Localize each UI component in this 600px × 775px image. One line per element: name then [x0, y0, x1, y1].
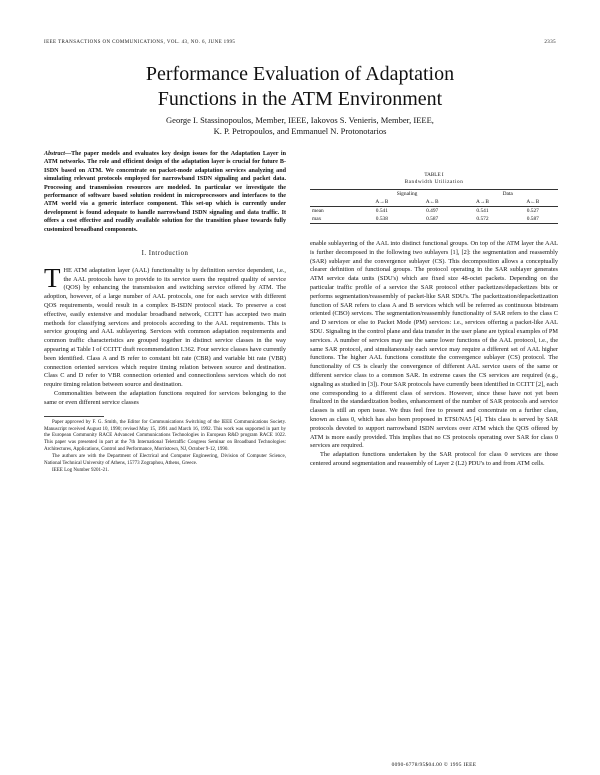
journal-header: IEEE TRANSACTIONS ON COMMUNICATIONS, VOL. 43, NO. 6, JUNE 1995 [44, 40, 236, 45]
right-column [310, 240, 558, 469]
table-subheader-row [310, 198, 558, 207]
table-group-row [310, 190, 558, 199]
bandwidth-table [310, 189, 558, 224]
table-subheader: A→B [357, 198, 407, 207]
intro-paragraph-2: Commonalities between the adaptation functions required for services belonging to the same or even different service classes [44, 390, 286, 406]
table-group-header: Data [457, 190, 558, 199]
author-list [0, 115, 600, 137]
table-cell: 0.527 [526, 208, 539, 214]
table-corner [310, 198, 357, 207]
footnote-paragraph-1: Paper approved by F. G. Smith, the Editor for Communications Switching of the IEEE Communications Society. Manuscript received August 10, 1990; revised May 15, 1991 and March 16, 1992. This work was supported in part by the European Community RACE Advanced Communications Technologies in European R&D program RACE 1022. This paper was presented in part at the 7th International Teletraffic Congress Seminar on Broadband Technologies: Architectures, Applications, Control and Performance, Morristown, NJ, October 9-12, 1990. [44, 419, 286, 453]
abstract [44, 150, 286, 234]
table-cell: 0.541 [375, 208, 388, 214]
right-paragraph-1: enable sublayering of the AAL into distinct functional groups. On top of the ATM layer the AAL is further decomposed in the following two sublayers [1], [2]: the segmentation and reassembly (SAR) sublayer and the convergence sublayer (CS). This decomposition allows a conceptually clearer definition of functional groups. The protocol operating in the SAR sublayer generates ATM service data units (SDU's) which are fixed size 48-octet packets. Depending on the particular traffic profile of a service the SAR protocol either packetizes/depacketizes bits or performs segmentation/reassembly of packet-like SAR SDU's. The packetization/depacketization function of SAR refers to class A and B services which will be referred as continuous bitstream oriented (CBO) services. The segmentation/reassembly functionality of SAR refers to the class C and D services or else to Packet Mode (PM) services: i.e., services offering a packet-like AAL SDU. Signaling in the control plane and data transfer in the user plane are typical examples of PM services. A number of services may use the same lower functions of the AAL protocol, i.e., the same SAR protocol, and simultaneously each service may require a different set of AAL higher functions. The higher AAL functions constitute the convergence sublayer (CS) protocol. The functionality of CS is clearly the convergence of different AAL service users of the same or different service class to a common SAR. In extreme cases the CS services are required (e.g., signaling as studied in [3]). Four SAR protocols have currently been identified in CCITT [2], each one corresponding to a different class of services. However, since these have not yet been finalized in the standardization bodies, enhancement of the number of SAR protocols and service classes is still an open issue. We thus feel free to present and concentrate on a further class, known as class 0, which has also been proposed in ETSI/NA5 [4]. This class is served by SAR protocols devoted to support narrowband ISDN services over ATM which the QOS offered by ATM is more easily provided. This implies that no CS protocols operating over SAR for class 0 services are required. [310, 240, 558, 450]
title-line-2: Functions in the ATM Environment [157, 88, 443, 110]
running-header [44, 40, 556, 45]
footnote-paragraph-3: IEEE Log Number 9201-21. [52, 467, 109, 473]
right-paragraph-2: The adaptation functions undertaken by the SAR protocol for class 0 services are those centered around segmentation and reassembly of Layer 2 (L2) PDU's to and from ATM cells. [310, 451, 558, 467]
table-subheader: A←B [508, 198, 558, 207]
intro-paragraph-1-text: HE ATM adaptation layer (AAL) functionality is by definition service dependent, i.e., the AAL protocols have to provide to its service users the required quality of service (QOS) by enhancing the transmission and switching service offered by ATM. The adoption, however, of a large number of AAL protocols, one for each service with different QOS requirements, would result in a complex B-ISDN protocol stack. To preserve a cost effective, easily extensive and modular broadband network, CCITT has accepted two main methods for classifying services and protocols according to the AAL requirements. This is service grouping and AAL sublayering. Services with common adaptation requirements and common traffic characteristics are grouped together in distinct service classes in the way appearing at Table I of CCITT draft recommendation I.362. Four service classes have currently been identified. Class A and B refer to constant bit rate (CBR) and variable bit rate (VBR) connection oriented services which require timing relation between source and destination. Class C and D refer to VBR connection oriented and connectionless services which do not require timing relation between source and destination. [44, 266, 286, 389]
copyright-line: 0090-6778/95$04.00 © 1995 IEEE [391, 762, 477, 768]
abstract-text: —The paper models and evaluates key design issues for the Adaptation Layer in ATM networks. The role and efficient design of the adaptation layer is crucial for future B-ISDN based on ATM. We concentrate on packet-mode adaptation services analyzing and simulating relevant protocols employed for narrowband ISDN signaling and packet data. Processing and transmission resources are modeled. In particular we investigate the performance of software based solution resident in microprocessors and interfaces to the ATM world via a generic interface component. This set-up which is currently under development is found adequate to handle narrowband ISDN signaling and data traffic. It offers a cost effective and readily available solution for the transition phase towards fully customized broadband components. [44, 151, 286, 233]
table-group-header: Signaling [357, 190, 458, 199]
title-line-1: Performance Evaluation of Adaptation [145, 63, 455, 85]
table-row [310, 215, 558, 224]
abstract-label: Abstract [44, 151, 65, 157]
table-row [310, 207, 558, 216]
table-cell: 0.497 [426, 208, 439, 214]
table-subheader: A→B [457, 198, 507, 207]
table-cell: 0.572 [457, 215, 507, 224]
authors-line-1: George I. Stassinopoulos, Member, IEEE, Iakovos S. Venieris, Member, IEEE, [166, 115, 434, 125]
footnote-paragraph-2: The authors are with the Department of Electrical and Computer Engineering, Division of Computer Science, National Technical University of Athens, 15773 Zographou, Athens, Greece. [44, 454, 286, 467]
table-label: TABLE I [424, 172, 444, 178]
table-row-label: max [310, 215, 357, 224]
table-row-label: mean [312, 208, 324, 214]
left-column [44, 150, 286, 475]
table-cell: 0.538 [357, 215, 407, 224]
intro-paragraph-1 [44, 262, 286, 390]
table-cell: 0.587 [508, 215, 558, 224]
table-cell: 0.587 [407, 215, 457, 224]
table-cell: 0.541 [476, 208, 489, 214]
section-heading-introduction: I. Introduction [141, 250, 189, 258]
table-1 [310, 172, 558, 224]
table-subheader: A←B [407, 198, 457, 207]
table-name: Bandwidth Utilization [404, 179, 464, 185]
paper-title [0, 62, 600, 112]
page-number: 2335 [544, 40, 556, 45]
footnote-rule [44, 416, 104, 417]
table-corner [310, 190, 357, 199]
drop-cap: T [44, 262, 61, 293]
authors-line-2: K. P. Petropoulos, and Emmanuel N. Protonotarios [213, 126, 387, 136]
